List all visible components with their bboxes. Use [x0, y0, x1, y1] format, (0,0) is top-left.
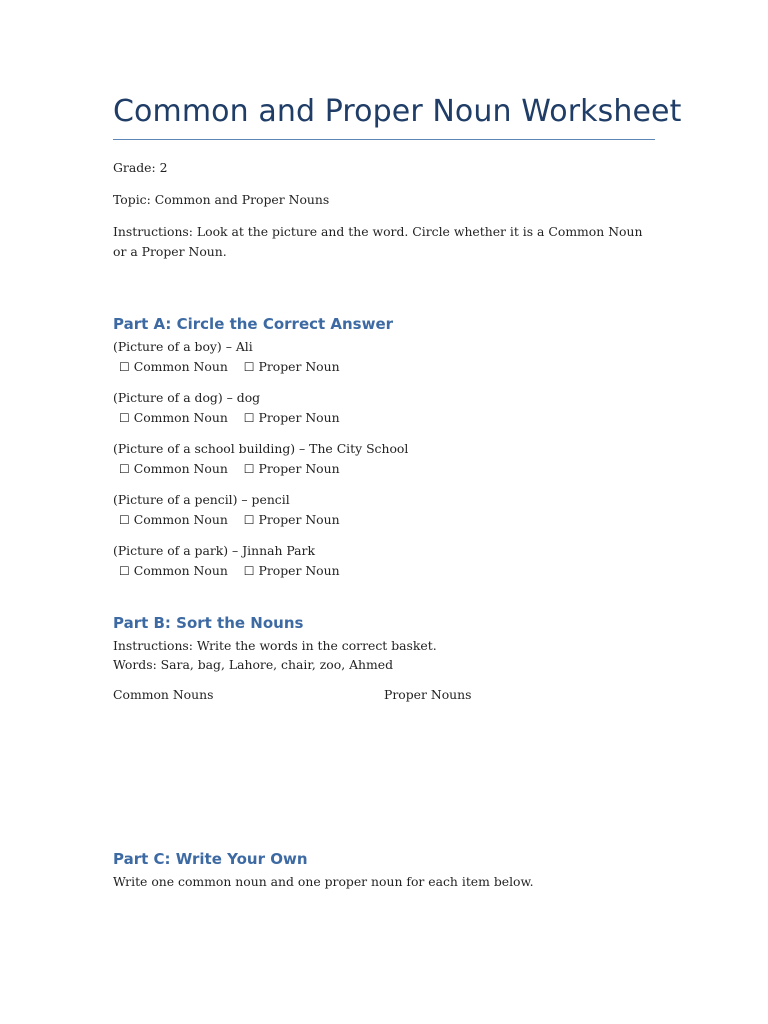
- list-item: [113, 490, 340, 530]
- checkbox-icon[interactable]: ☐: [119, 512, 130, 527]
- checkbox-icon[interactable]: ☐: [119, 359, 130, 374]
- instructions-text: Instructions: Look at the picture and the word. Circle whether it is a Common Noun or a Proper Noun.: [113, 224, 643, 259]
- topic-line: Topic: Common and Proper Nouns: [113, 192, 330, 207]
- page-title: Common and Proper Noun Worksheet: [113, 94, 682, 129]
- proper-noun-option[interactable]: [244, 561, 340, 582]
- option-label: Common Noun: [133, 460, 228, 476]
- part-a-heading: Part A: Circle the Correct Answer: [113, 315, 394, 333]
- option-label: Common Noun: [133, 511, 228, 527]
- list-item: [113, 439, 408, 479]
- option-label: Common Noun: [133, 562, 228, 578]
- item-prompt: (Picture of a dog) – dog: [113, 390, 261, 405]
- list-item: [113, 388, 340, 428]
- checkbox-icon[interactable]: ☐: [119, 461, 130, 476]
- common-noun-option[interactable]: [119, 408, 228, 429]
- option-label: Proper Noun: [258, 460, 340, 476]
- common-noun-option[interactable]: [119, 510, 228, 531]
- checkbox-icon[interactable]: ☐: [243, 512, 255, 527]
- proper-nouns-column-label: Proper Nouns: [384, 687, 472, 702]
- part-c-instructions: Write one common noun and one proper noun for each item below.: [113, 874, 534, 889]
- option-label: Proper Noun: [258, 511, 340, 527]
- part-c-heading: Part C: Write Your Own: [113, 850, 308, 868]
- list-item: [113, 337, 340, 377]
- common-noun-option[interactable]: [119, 357, 228, 378]
- checkbox-icon[interactable]: ☐: [243, 410, 255, 425]
- proper-noun-option[interactable]: [244, 408, 340, 429]
- common-noun-option[interactable]: [119, 459, 228, 480]
- checkbox-icon[interactable]: ☐: [119, 410, 130, 425]
- proper-noun-option[interactable]: [244, 510, 340, 531]
- checkbox-icon[interactable]: ☐: [243, 563, 255, 578]
- grade-line: Grade: 2: [113, 160, 168, 175]
- item-prompt: (Picture of a boy) – Ali: [113, 339, 253, 354]
- list-item: [113, 541, 340, 581]
- checkbox-icon[interactable]: ☐: [119, 563, 130, 578]
- item-prompt: (Picture of a school building) – The City School: [113, 441, 409, 456]
- item-prompt: (Picture of a pencil) – pencil: [113, 492, 290, 507]
- proper-noun-option[interactable]: [244, 459, 340, 480]
- part-b-heading: Part B: Sort the Nouns: [113, 614, 304, 632]
- common-nouns-column-label: Common Nouns: [113, 687, 214, 702]
- option-label: Common Noun: [133, 358, 228, 374]
- item-prompt: (Picture of a park) – Jinnah Park: [113, 543, 315, 558]
- common-noun-option[interactable]: [119, 561, 228, 582]
- part-b-instructions: Instructions: Write the words in the correct basket.: [113, 638, 437, 653]
- option-label: Proper Noun: [258, 562, 340, 578]
- word-bank: Words: Sara, bag, Lahore, chair, zoo, Ahmed: [113, 657, 394, 672]
- proper-noun-option[interactable]: [244, 357, 340, 378]
- checkbox-icon[interactable]: ☐: [243, 359, 255, 374]
- option-label: Common Noun: [133, 409, 228, 425]
- title-underline: [113, 139, 655, 140]
- checkbox-icon[interactable]: ☐: [243, 461, 255, 476]
- option-label: Proper Noun: [258, 358, 340, 374]
- option-label: Proper Noun: [258, 409, 340, 425]
